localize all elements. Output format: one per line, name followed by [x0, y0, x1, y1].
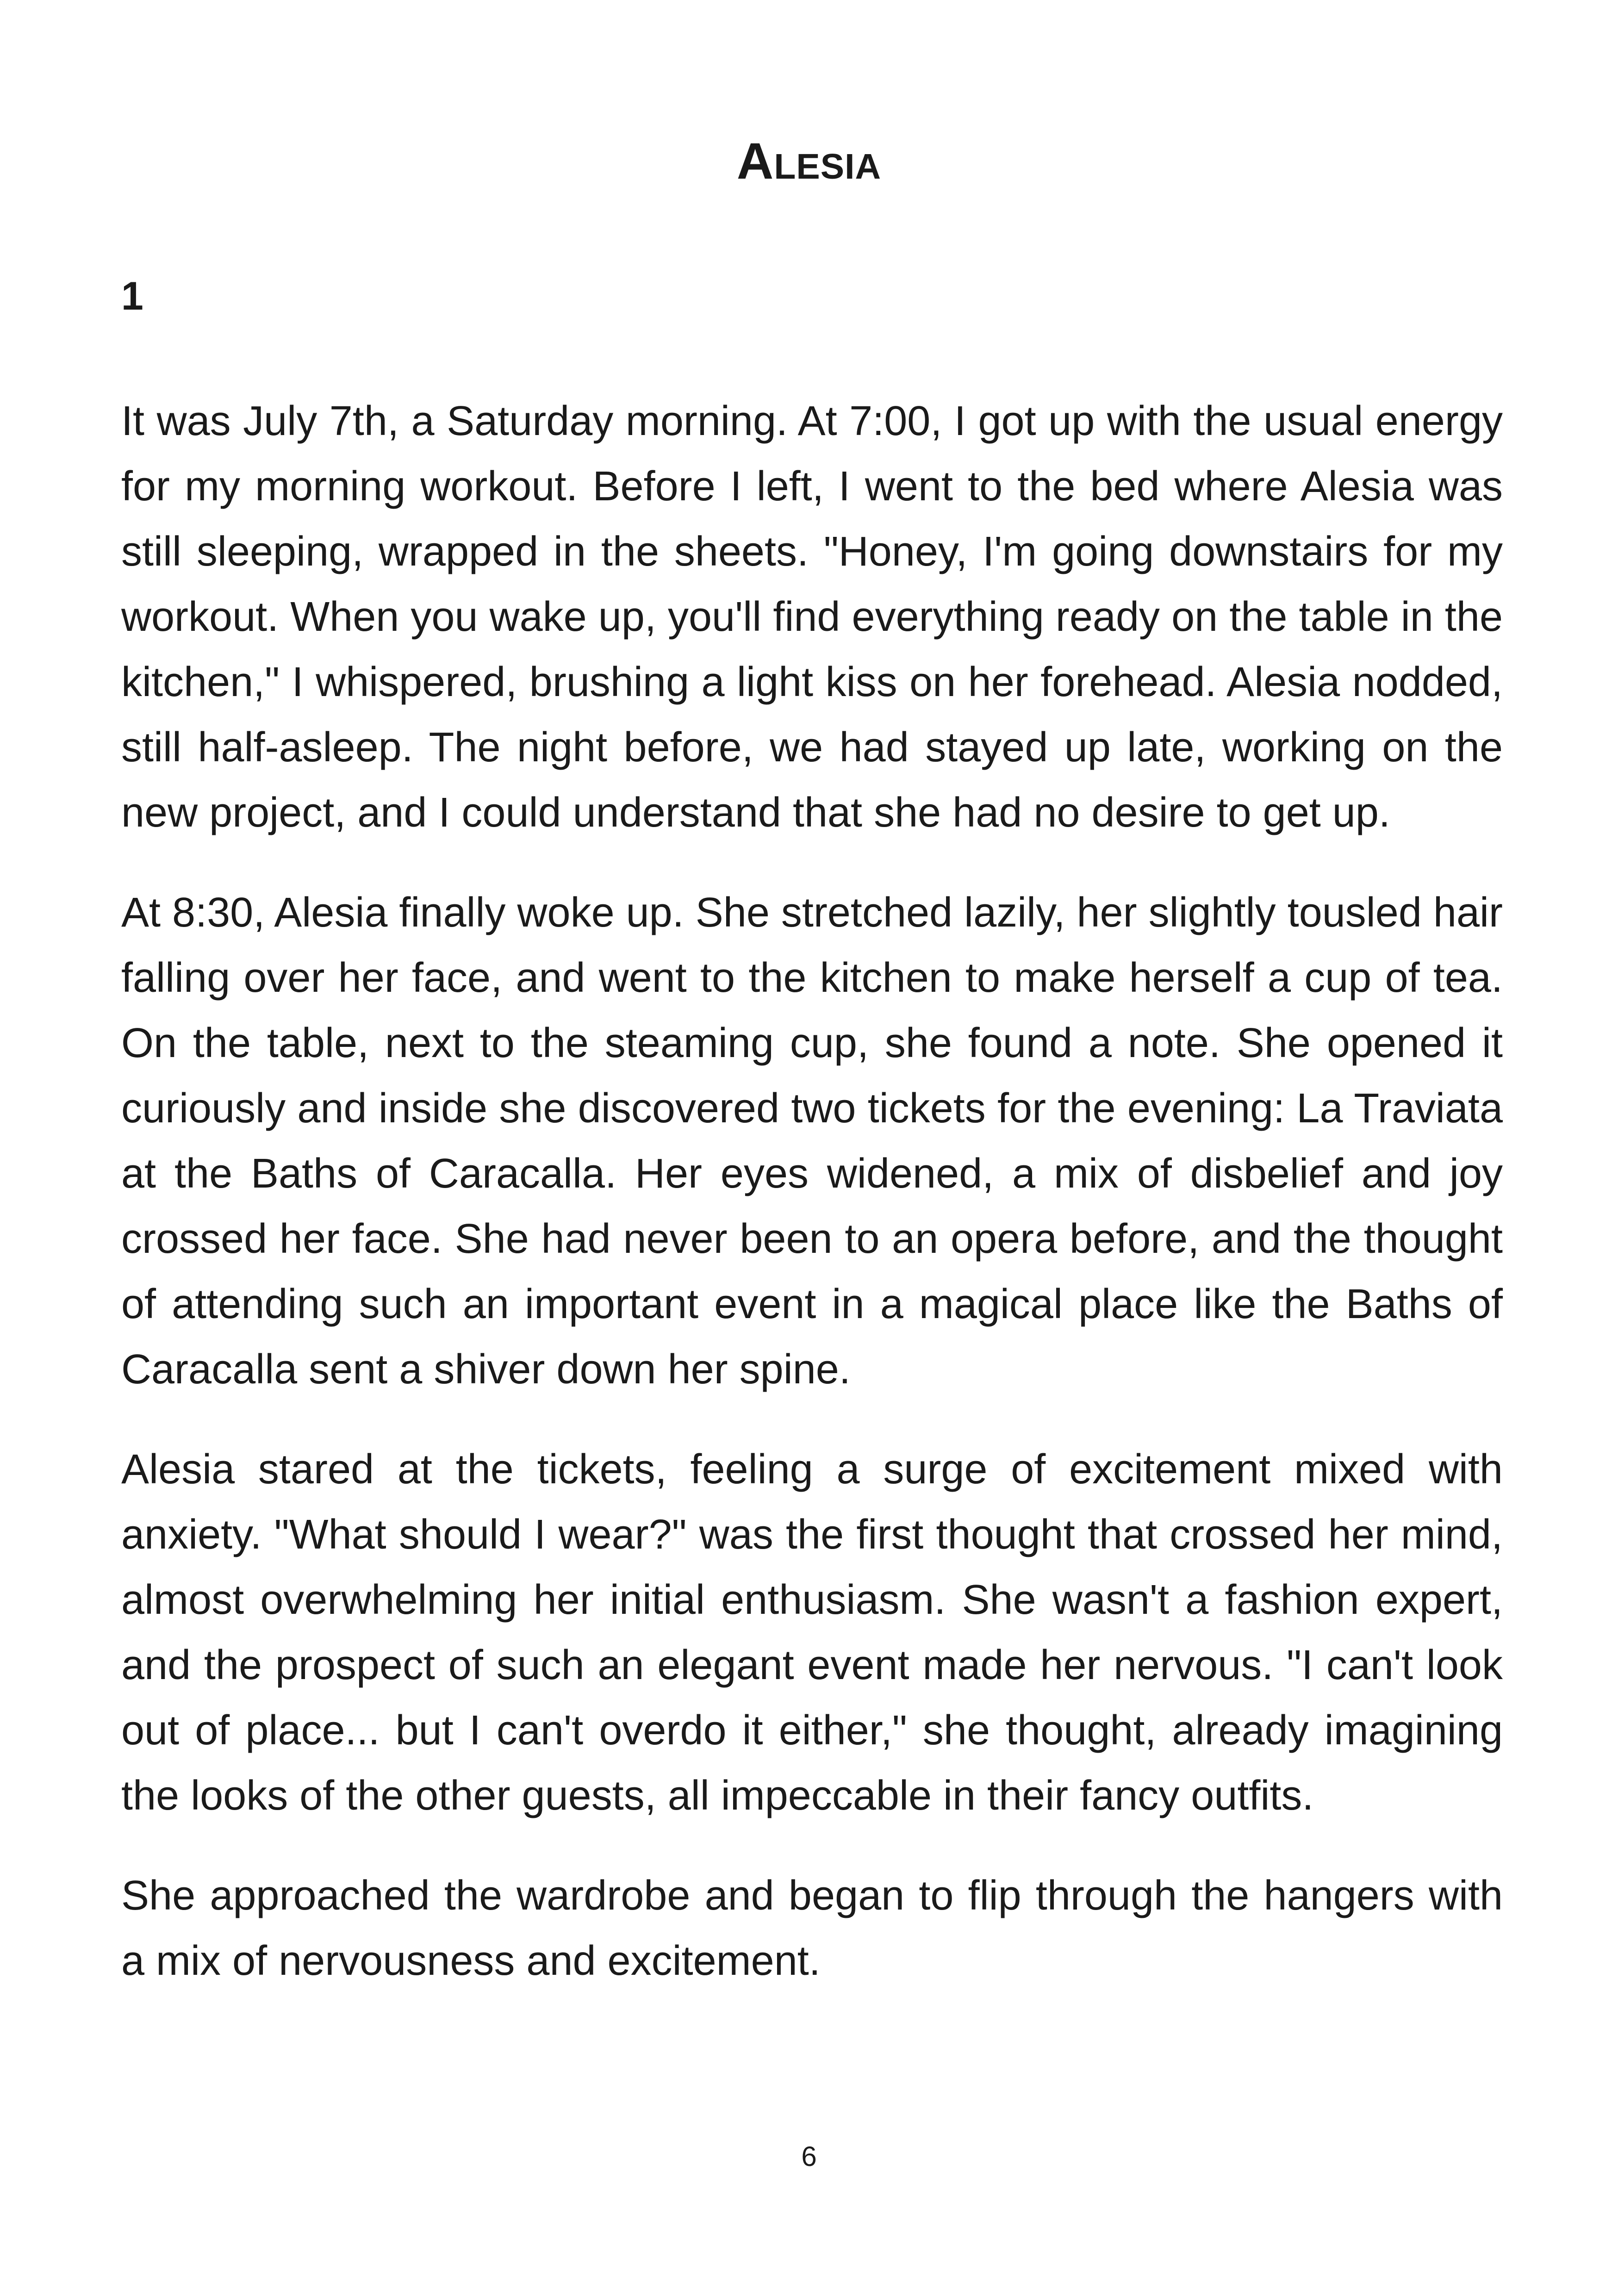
paragraph: Alesia stared at the tickets, feeling a surge of excitement mixed with anxiety. "What should I wear?" was the first thought that crossed her mind, almost overwhelming her initial enthusiasm. She wasn't a fashion expert, and the prospect of such an elegant event made her nervous. "I can't look out of place... but I can't overdo it either," she thought, already imagining the looks of the other guests, all impeccable in their fancy outfits. — [121, 1446, 1503, 1819]
chapter-number: 1 — [121, 274, 143, 318]
paragraph: She approached the wardrobe and began to flip through the hangers with a mix of nervousness and excitement. — [121, 1873, 1503, 1984]
paragraph: At 8:30, Alesia finally woke up. She stretched lazily, her slightly tousled hair falling over her face, and went to the kitchen to make herself a cup of tea. On the table, next to the steaming cup, she found a note. She opened it curiously and inside she discovered two tickets for the evening: La Traviata at the Baths of Caracalla. Her eyes widened, a mix of disbelief and joy crossed her face. She had never been to an opera before, and the thought of attending such an important event in a magical place like the Baths of Caracalla sent a shiver down her spine. — [121, 890, 1503, 1393]
chapter-title: Alesia — [736, 132, 882, 190]
paragraph: It was July 7th, a Saturday morning. At 7:00, I got up with the usual energy for my morning workout. Before I left, I went to the bed where Alesia was still sleeping, wrapped in the sheets. "Honey, I'm going downstairs for my workout. When you wake up, you'll find everything ready on the table in the kitchen," I whispered, brushing a light kiss on her forehead. Alesia nodded, still half-asleep. The night before, we had stayed up late, working on the new project, and I could understand that she had no desire to get up. — [121, 398, 1503, 836]
body-text — [121, 389, 1503, 2028]
page-number: 6 — [801, 2141, 817, 2172]
